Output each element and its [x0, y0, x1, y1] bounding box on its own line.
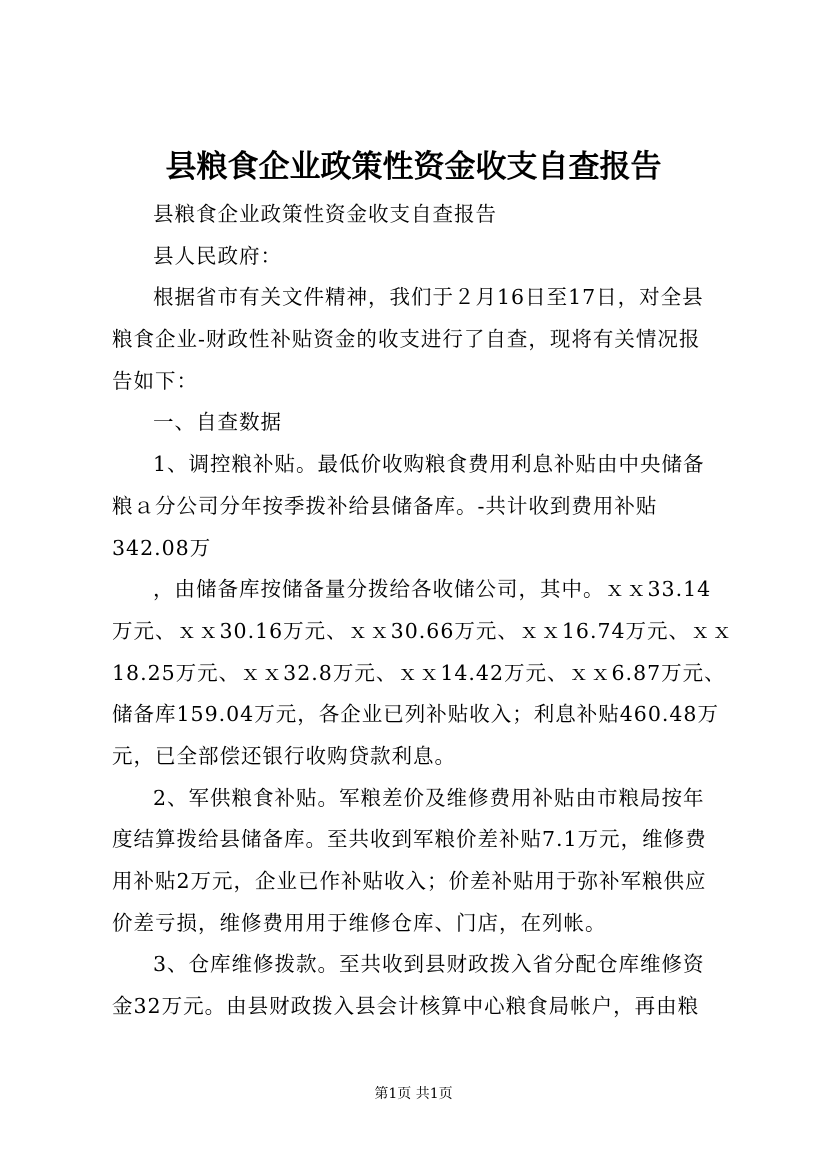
body-line: 储备库159.04万元，各企业已列补贴收入；利息补贴460.48万: [112, 702, 719, 727]
body-line: 县粮食企业政策性资金收支自查报告: [153, 202, 497, 226]
body-line: ，由储备库按储备量分拨给各收储公司，其中。ｘｘ33.14: [153, 577, 712, 602]
body-line: 342.08万: [112, 535, 212, 560]
body-line: 一、自查数据: [153, 410, 282, 435]
body-line: 县人民政府：: [153, 243, 282, 268]
body-line: 度结算拨给县储备库。至共收到军粮价差补贴7.1万元，维修费: [112, 827, 707, 852]
body-line: 1、调控粮补贴。最低价收购粮食费用利息补贴由中央储备: [153, 452, 705, 477]
body-line: 根据省市有关文件精神，我们于２月16日至17日，对全县: [153, 285, 704, 310]
body-line: 2、军供粮食补贴。军粮差价及维修费用补贴由市粮局按年: [153, 785, 705, 810]
body-line: 万元、ｘｘ30.16万元、ｘｘ30.66万元、ｘｘ16.74万元、ｘｘ: [112, 618, 734, 643]
document-title: 县粮食企业政策性资金收支自查报告: [165, 149, 662, 185]
body-line: 告如下：: [112, 368, 198, 393]
body-line: 元，已全部偿还银行收购贷款利息。: [112, 743, 456, 768]
body-line: 粮ａ分公司分年按季拨补给县储备库。-共计收到费用补贴: [112, 493, 658, 518]
body-line: 用补贴2万元，企业已作补贴收入；价差补贴用于弥补军粮供应: [112, 869, 707, 893]
body-line: 3、仓库维修拨款。至共收到县财政拨入省分配仓库维修资: [153, 952, 705, 977]
body-line: 粮食企业-财政性补贴资金的收支进行了自查，现将有关情况报: [112, 327, 701, 352]
document-body: [112, 194, 732, 1028]
page-footer: 第1页 共1页: [374, 1086, 453, 1102]
body-line: 金32万元。由县财政拨入县会计核算中心粮食局帐户，再由粮: [112, 994, 700, 1019]
body-line: 价差亏损，维修费用用于维修仓库、门店，在列帐。: [112, 910, 607, 935]
body-line: 18.25万元、ｘｘ32.8万元、ｘｘ14.42万元、ｘｘ6.87万元、: [112, 660, 726, 685]
